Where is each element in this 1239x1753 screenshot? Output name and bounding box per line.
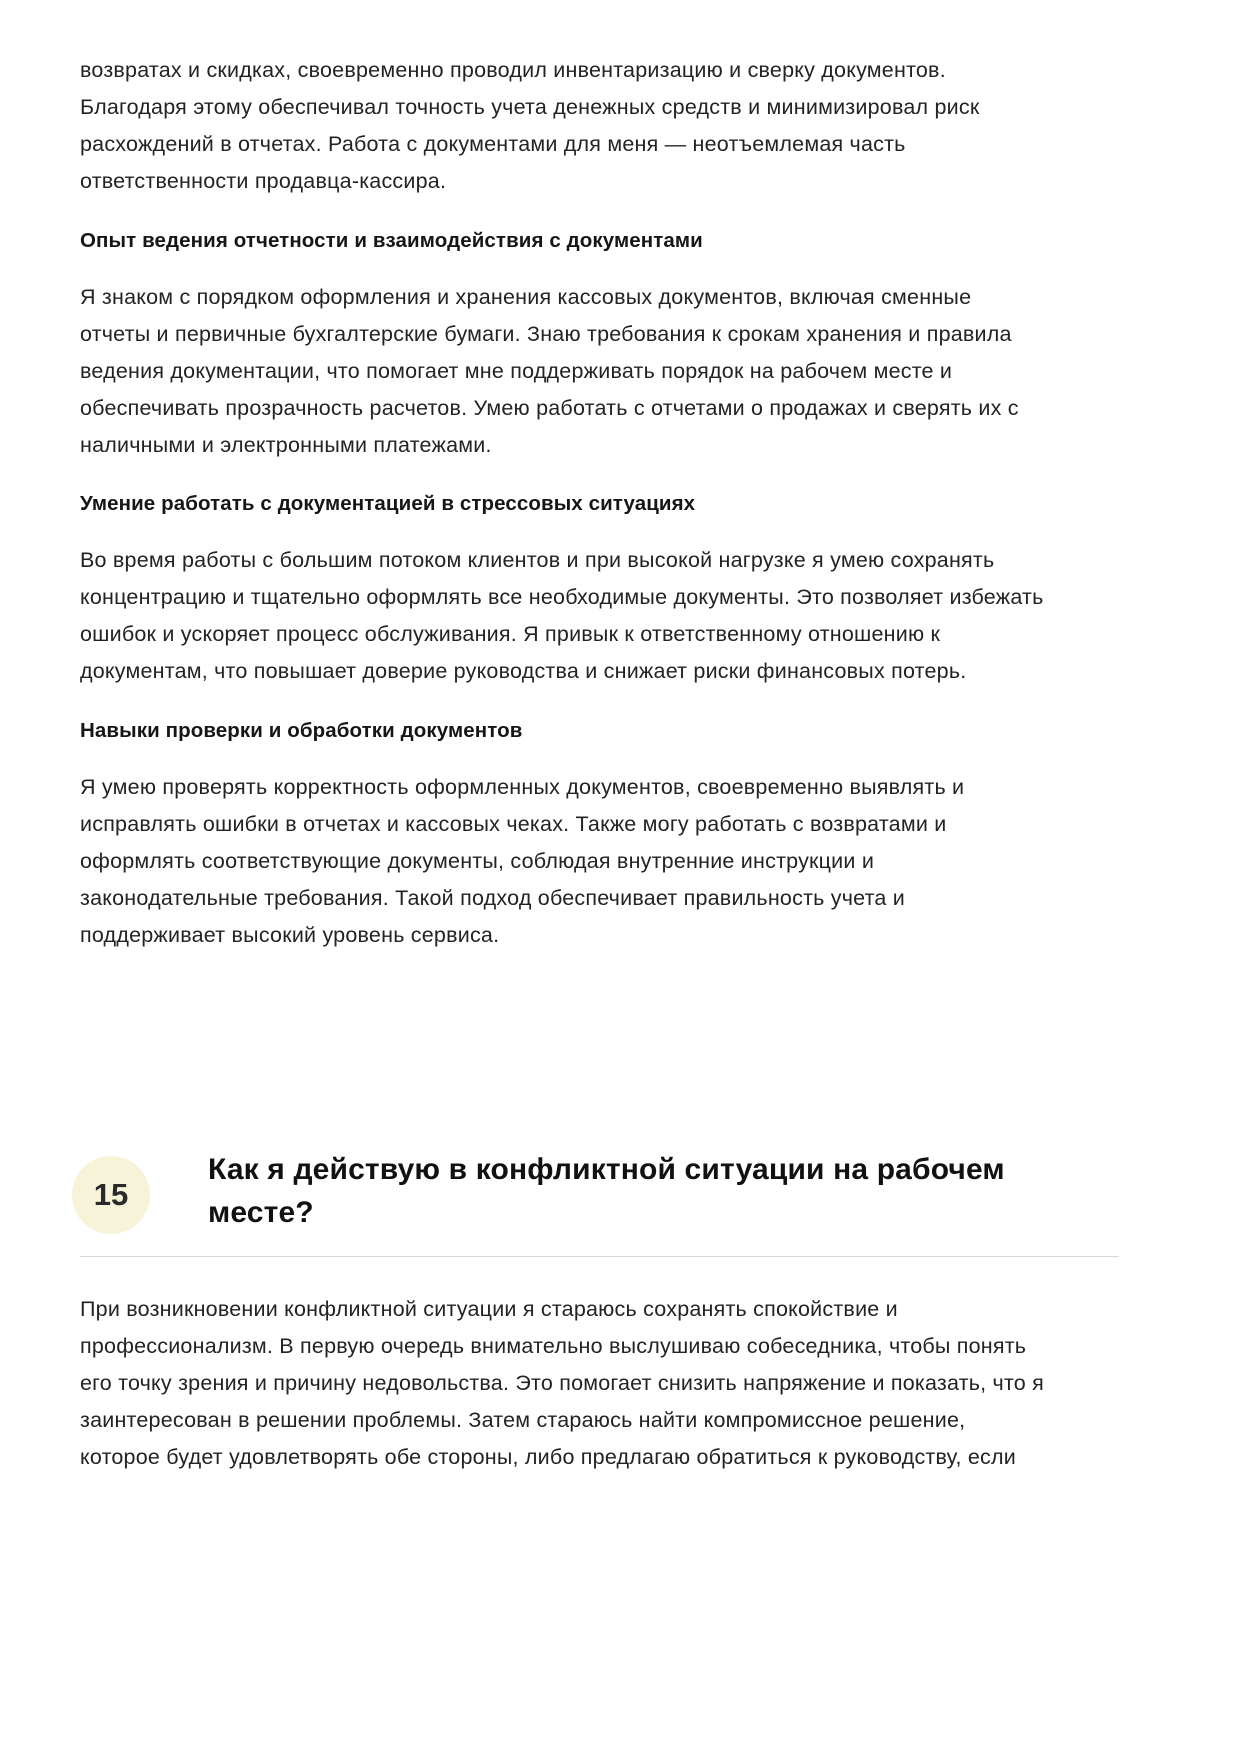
section-spacer: [80, 980, 1119, 1132]
question-divider: [80, 1256, 1119, 1257]
question-number-badge: 15: [72, 1156, 150, 1234]
continuation-paragraph: возвратах и скидках, своевременно проводил инвентаризацию и сверку документов. Благодаря этому обеспечивал точность учета денежных средств и минимизировал риск расхождений в отчетах. Работа с документами для меня — неотъемлемая часть ответственности продавца-кассира.: [80, 58, 980, 193]
question-block: [80, 1140, 1119, 1256]
section-body-reporting-experience: Я знаком с порядком оформления и хранения кассовых документов, включая сменные отчеты и первичные бухгалтерские бумаги. Знаю требования к срокам хранения и правила ведения документации, что помогает мне поддерживать порядок на рабочем месте и обеспечивать прозрачность расчетов. Умею работать с отчетами о продажах и сверять их с наличными и электронными платежами.: [80, 284, 1019, 457]
question-title: Как я действую в конфликтной ситуации на рабочем месте?: [208, 1152, 1005, 1229]
section-heading-reporting-experience: Опыт ведения отчетности и взаимодействия с документами: [80, 228, 703, 252]
answer-paragraph: При возникновении конфликтной ситуации я стараюсь сохранять спокойствие и профессионализм. В первую очередь внимательно выслушиваю собеседника, чтобы понять его точку зрения и причину недовольства. Это помогает снизить напряжение и показать, что я заинтересован в решении проблемы. Затем стараюсь найти компромиссное решение, которое будет удовлетворять обе стороны, либо предлагаю обратиться к руководству, если: [80, 1297, 1045, 1469]
section-body-document-checking: Я умею проверять корректность оформленных документов, своевременно выявлять и исправлять ошибки в отчетах и кассовых чеках. Также могу работать с возвратами и оформлять соответствующие документы, соблюдая внутренние инструкции и законодательные требования. Такой подход обеспечивает правильность учета и поддерживает высокий уровень сервиса.: [80, 774, 965, 947]
section-heading-stress-documentation: Умение работать с документацией в стрессовых ситуациях: [80, 492, 696, 516]
section-body-stress-documentation: Во время работы с большим потоком клиентов и при высокой нагрузке я умею сохранять концентрацию и тщательно оформлять все необходимые документы. Это позволяет избежать ошибок и ускоряет процесс обслуживания. Я привык к ответственному отношению к документам, что повышает доверие руководства и снижает риски финансовых потерь.: [80, 548, 1044, 684]
section-heading-document-checking: Навыки проверки и обработки документов: [80, 719, 523, 743]
question-answer: [80, 1291, 1119, 1476]
